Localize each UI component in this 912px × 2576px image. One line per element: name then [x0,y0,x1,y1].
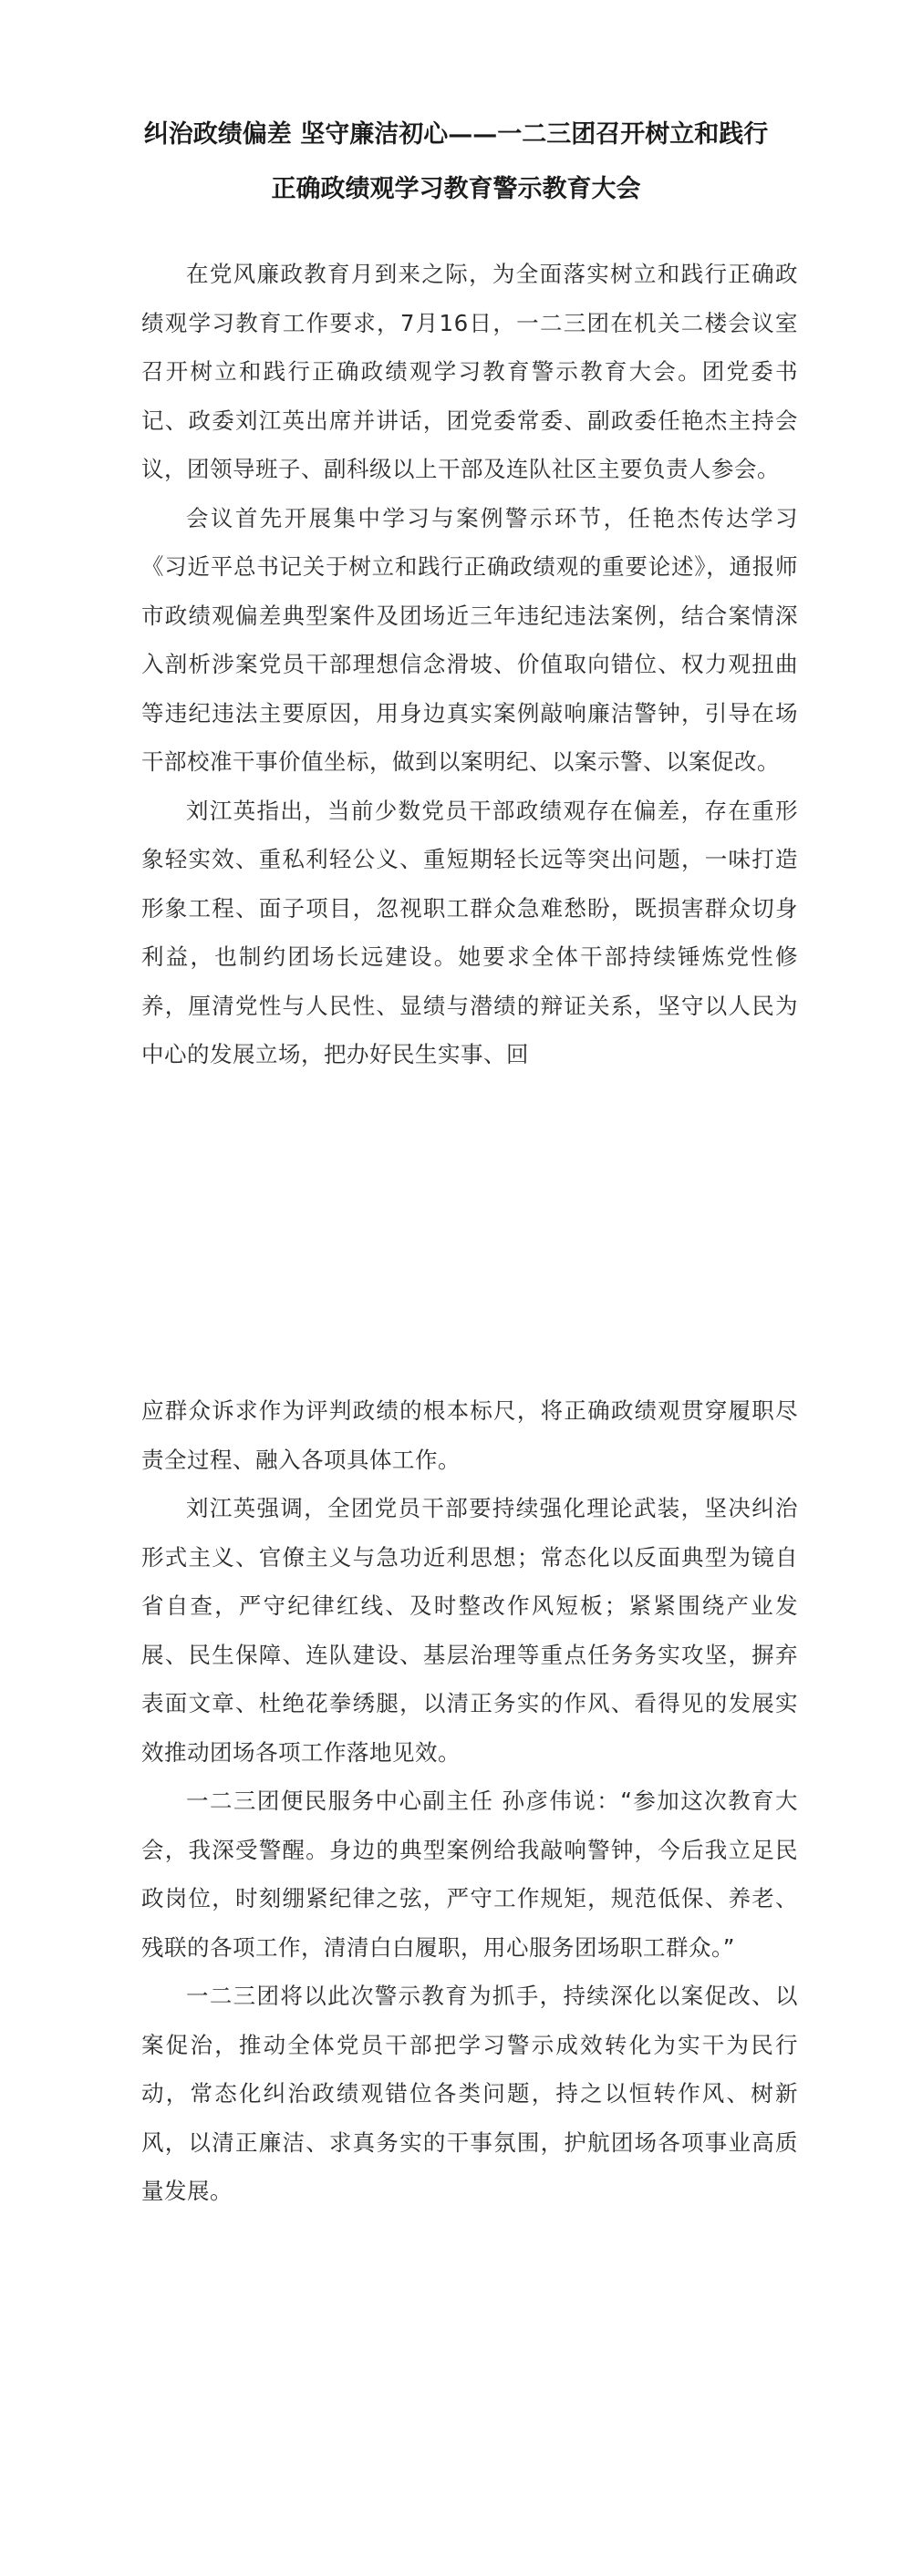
paragraph-case-study: 会议首先开展集中学习与案例警示环节，任艳杰传达学习《习近平总书记关于树立和践行正确政绩观的重要论述》，通报师市政绩观偏差典型案件及团场近三年违纪违法案例，结合案情深入剖析涉案党员干部理想信念滑坡、价值取向错位、权力观扭曲等违纪违法主要原因，用身边真实案例敲响廉洁警钟，引导在场干部校准干事价值坐标，做到以案明纪、以案示警、以案促改。 [141,504,798,775]
paragraph-liu-remarks-continued: 应群众诉求作为评判政绩的根本标尺，将正确政绩观贯穿履职尽责全过程、融入各项具体工作。 [141,1397,798,1473]
paragraph-intro: 在党风廉政教育月到来之际，为全面落实树立和践行正确政绩观学习教育工作要求，7月16日，一二三团在机关二楼会议室召开树立和践行正确政绩观学习教育警示教育大会。团党委书记、政委刘江英出席并讲话，团党委常委、副政委任艳杰主持会议，团领导班子、副科级以上干部及连队社区主要负责人参会。 [141,261,798,482]
paragraph-liu-remarks: 刘江英指出，当前少数党员干部政绩观存在偏差，存在重形象轻实效、重私利轻公义、重短期轻长远等突出问题，一味打造形象工程、面子项目，忽视职工群众急难愁盼，既损害群众切身利益，也制约团场长远建设。她要求全体干部持续锤炼党性修养，厘清党性与人民性、显绩与潜绩的辩证关系，坚守以人民为中心的发展立场，把办好民生实事、回 [141,797,798,1067]
article-title [109,108,803,217]
title-line-1: 纠治政绩偏差 坚守廉洁初心——一二三团召开树立和践行 [143,120,769,149]
paragraph-conclusion: 一二三团将以此次警示教育为抓手，持续深化以案促改、以案促治，推动全体党员干部把学习警示成效转化为实干为民行动，常态化纠治政绩观错位各类问题，持之以恒转作风、树新风，以清正廉洁、求真务实的干事氛围，护航团场各项事业高质量发展。 [141,1983,798,2204]
title-line-2: 正确政绩观学习教育警示教育大会 [271,175,641,203]
paragraph-liu-emphasis: 刘江英强调，全团党员干部要持续强化理论武装，坚决纠治形式主义、官僚主义与急功近利思想；常态化以反面典型为镜自省自查，严守纪律红线、及时整改作风短板；紧紧围绕产业发展、民生保障、连队建设、基层治理等重点任务务实攻坚，摒弃表面文章、杜绝花拳绣腿，以清正务实的作风、看得见的发展实效推动团场各项工作落地见效。 [141,1495,798,1766]
article-body-lower [141,1386,798,2216]
article-body-upper [141,250,798,1079]
paragraph-sun-quote: 一二三团便民服务中心副主任 孙彦伟说：“参加这次教育大会，我深受警醒。身边的典型案例给我敲响警钟，今后我立足民政岗位，时刻绷紧纪律之弦，严守工作规矩，规范低保、养老、残联的各项工作，清清白白履职，用心服务团场职工群众。” [141,1788,798,1961]
